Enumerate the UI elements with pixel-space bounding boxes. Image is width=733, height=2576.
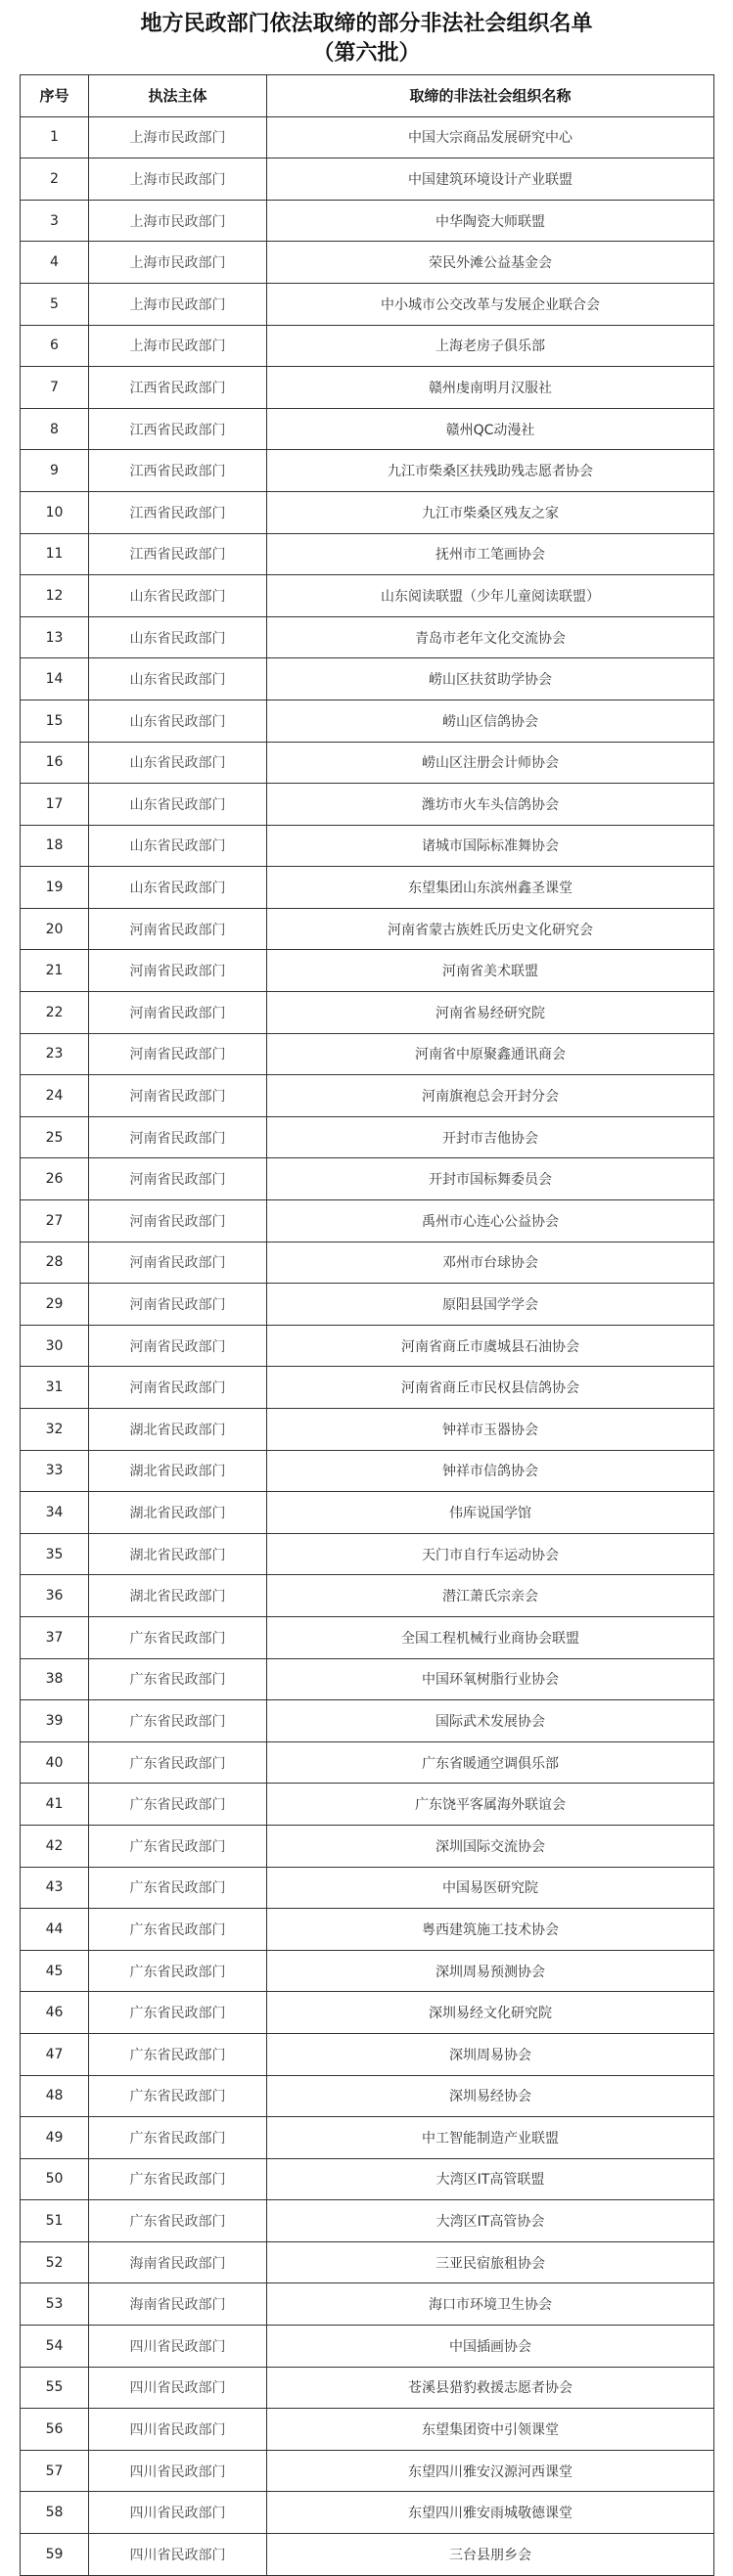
cell-organization-name: 大湾区IT高管协会 bbox=[267, 2200, 714, 2242]
cell-number: 51 bbox=[21, 2200, 89, 2242]
cell-enforcement-subject: 四川省民政部门 bbox=[89, 2326, 267, 2368]
cell-number: 12 bbox=[21, 575, 89, 617]
cell-organization-name: 三亚民宿旅租协会 bbox=[267, 2241, 714, 2283]
cell-number: 55 bbox=[21, 2367, 89, 2409]
cell-number: 32 bbox=[21, 1409, 89, 1451]
table-row bbox=[21, 1200, 714, 1243]
cell-organization-name: 东望集团资中引领课堂 bbox=[267, 2409, 714, 2451]
cell-organization-name: 国际武术发展协会 bbox=[267, 1700, 714, 1742]
cell-organization-name: 深圳易经文化研究院 bbox=[267, 1992, 714, 2034]
table-row bbox=[21, 1784, 714, 1826]
cell-organization-name: 九江市柴桑区扶残助残志愿者协会 bbox=[267, 450, 714, 492]
cell-enforcement-subject: 山东省民政部门 bbox=[89, 575, 267, 617]
cell-number: 28 bbox=[21, 1242, 89, 1284]
cell-organization-name: 伟库说国学馆 bbox=[267, 1492, 714, 1534]
cell-organization-name: 河南省商丘市虞城县石油协会 bbox=[267, 1325, 714, 1367]
table-row bbox=[21, 575, 714, 617]
cell-enforcement-subject: 江西省民政部门 bbox=[89, 491, 267, 533]
cell-organization-name: 崂山区信鸽协会 bbox=[267, 700, 714, 742]
table-row bbox=[21, 491, 714, 533]
table-row bbox=[21, 2283, 714, 2326]
table-row bbox=[21, 1575, 714, 1617]
cell-organization-name: 崂山区扶贫助学协会 bbox=[267, 658, 714, 700]
cell-organization-name: 中华陶瓷大师联盟 bbox=[267, 200, 714, 242]
cell-enforcement-subject: 河南省民政部门 bbox=[89, 908, 267, 950]
cell-organization-name: 中工智能制造产业联盟 bbox=[267, 2117, 714, 2159]
cell-number: 31 bbox=[21, 1367, 89, 1409]
table-row bbox=[21, 1450, 714, 1492]
cell-enforcement-subject: 河南省民政部门 bbox=[89, 1158, 267, 1200]
cell-organization-name: 天门市自行车运动协会 bbox=[267, 1533, 714, 1575]
document-title bbox=[0, 10, 733, 68]
table-row bbox=[21, 1242, 714, 1284]
cell-number: 52 bbox=[21, 2241, 89, 2283]
cell-enforcement-subject: 河南省民政部门 bbox=[89, 950, 267, 992]
header-organization-name: 取缔的非法社会组织名称 bbox=[267, 75, 714, 117]
cell-organization-name: 禹州市心连心公益协会 bbox=[267, 1200, 714, 1243]
cell-number: 29 bbox=[21, 1284, 89, 1326]
cell-enforcement-subject: 广东省民政部门 bbox=[89, 2033, 267, 2075]
cell-enforcement-subject: 广东省民政部门 bbox=[89, 1867, 267, 1909]
cell-number: 26 bbox=[21, 1158, 89, 1200]
cell-enforcement-subject: 上海市民政部门 bbox=[89, 242, 267, 284]
cell-number: 49 bbox=[21, 2117, 89, 2159]
table-row bbox=[21, 1367, 714, 1409]
cell-number: 5 bbox=[21, 283, 89, 325]
table-row bbox=[21, 700, 714, 742]
cell-number: 9 bbox=[21, 450, 89, 492]
cell-organization-name: 海口市环境卫生协会 bbox=[267, 2283, 714, 2326]
cell-enforcement-subject: 湖北省民政部门 bbox=[89, 1533, 267, 1575]
cell-enforcement-subject: 江西省民政部门 bbox=[89, 367, 267, 409]
cell-organization-name: 中国建筑环境设计产业联盟 bbox=[267, 158, 714, 201]
cell-number: 23 bbox=[21, 1033, 89, 1075]
table-row bbox=[21, 242, 714, 284]
cell-organization-name: 邓州市台球协会 bbox=[267, 1242, 714, 1284]
cell-organization-name: 开封市吉他协会 bbox=[267, 1116, 714, 1158]
cell-enforcement-subject: 河南省民政部门 bbox=[89, 1200, 267, 1243]
cell-number: 19 bbox=[21, 867, 89, 909]
cell-enforcement-subject: 江西省民政部门 bbox=[89, 533, 267, 575]
cell-number: 17 bbox=[21, 784, 89, 826]
cell-organization-name: 三台县朋乡会 bbox=[267, 2534, 714, 2576]
table-row bbox=[21, 784, 714, 826]
table-row bbox=[21, 616, 714, 658]
cell-enforcement-subject: 广东省民政部门 bbox=[89, 1825, 267, 1867]
cell-organization-name: 赣州QC动漫社 bbox=[267, 408, 714, 450]
table-row bbox=[21, 2200, 714, 2242]
cell-number: 41 bbox=[21, 1784, 89, 1826]
cell-enforcement-subject: 四川省民政部门 bbox=[89, 2367, 267, 2409]
cell-organization-name: 东望四川雅安雨城敬德课堂 bbox=[267, 2492, 714, 2534]
cell-number: 16 bbox=[21, 742, 89, 784]
table-row bbox=[21, 1492, 714, 1534]
cell-number: 57 bbox=[21, 2450, 89, 2492]
cell-organization-name: 潜江萧氏宗亲会 bbox=[267, 1575, 714, 1617]
table-row bbox=[21, 200, 714, 242]
cell-organization-name: 河南省美术联盟 bbox=[267, 950, 714, 992]
table-row bbox=[21, 2534, 714, 2576]
cell-enforcement-subject: 四川省民政部门 bbox=[89, 2409, 267, 2451]
cell-organization-name: 赣州虔南明月汉服社 bbox=[267, 367, 714, 409]
cell-organization-name: 中国环氧树脂行业协会 bbox=[267, 1658, 714, 1700]
table-row bbox=[21, 2075, 714, 2117]
table-row bbox=[21, 1075, 714, 1117]
cell-number: 44 bbox=[21, 1909, 89, 1951]
cell-enforcement-subject: 四川省民政部门 bbox=[89, 2534, 267, 2576]
cell-number: 45 bbox=[21, 1950, 89, 1992]
cell-number: 14 bbox=[21, 658, 89, 700]
cell-enforcement-subject: 河南省民政部门 bbox=[89, 1075, 267, 1117]
cell-organization-name: 河南省商丘市民权县信鸽协会 bbox=[267, 1367, 714, 1409]
cell-enforcement-subject: 山东省民政部门 bbox=[89, 742, 267, 784]
cell-organization-name: 深圳周易协会 bbox=[267, 2033, 714, 2075]
cell-enforcement-subject: 广东省民政部门 bbox=[89, 1992, 267, 2034]
cell-organization-name: 上海老房子俱乐部 bbox=[267, 325, 714, 367]
cell-number: 33 bbox=[21, 1450, 89, 1492]
cell-number: 59 bbox=[21, 2534, 89, 2576]
cell-enforcement-subject: 广东省民政部门 bbox=[89, 2158, 267, 2200]
table-row bbox=[21, 1950, 714, 1992]
cell-number: 22 bbox=[21, 992, 89, 1034]
cell-enforcement-subject: 河南省民政部门 bbox=[89, 1033, 267, 1075]
cell-enforcement-subject: 湖北省民政部门 bbox=[89, 1450, 267, 1492]
table-row bbox=[21, 2450, 714, 2492]
cell-number: 18 bbox=[21, 825, 89, 867]
cell-number: 11 bbox=[21, 533, 89, 575]
cell-enforcement-subject: 河南省民政部门 bbox=[89, 1325, 267, 1367]
table-row bbox=[21, 1158, 714, 1200]
cell-organization-name: 诸城市国际标准舞协会 bbox=[267, 825, 714, 867]
table-row bbox=[21, 2409, 714, 2451]
table-row bbox=[21, 2367, 714, 2409]
cell-enforcement-subject: 广东省民政部门 bbox=[89, 2075, 267, 2117]
cell-enforcement-subject: 广东省民政部门 bbox=[89, 1950, 267, 1992]
table-row bbox=[21, 2033, 714, 2075]
cell-enforcement-subject: 海南省民政部门 bbox=[89, 2241, 267, 2283]
table-body bbox=[21, 116, 714, 2575]
title-line-1: 地方民政部门依法取缔的部分非法社会组织名单 bbox=[140, 12, 593, 36]
cell-number: 46 bbox=[21, 1992, 89, 2034]
cell-organization-name: 中国插画协会 bbox=[267, 2326, 714, 2368]
cell-number: 21 bbox=[21, 950, 89, 992]
cell-organization-name: 青岛市老年文化交流协会 bbox=[267, 616, 714, 658]
table-row bbox=[21, 408, 714, 450]
cell-number: 15 bbox=[21, 700, 89, 742]
cell-number: 3 bbox=[21, 200, 89, 242]
cell-enforcement-subject: 上海市民政部门 bbox=[89, 325, 267, 367]
table-row bbox=[21, 1741, 714, 1784]
cell-organization-name: 原阳县国学学会 bbox=[267, 1284, 714, 1326]
table-row bbox=[21, 1700, 714, 1742]
cell-number: 25 bbox=[21, 1116, 89, 1158]
table-row bbox=[21, 2326, 714, 2368]
cell-enforcement-subject: 湖北省民政部门 bbox=[89, 1409, 267, 1451]
cell-number: 20 bbox=[21, 908, 89, 950]
cell-number: 6 bbox=[21, 325, 89, 367]
cell-number: 50 bbox=[21, 2158, 89, 2200]
table-row bbox=[21, 992, 714, 1034]
cell-number: 8 bbox=[21, 408, 89, 450]
table-row bbox=[21, 1992, 714, 2034]
cell-organization-name: 九江市柴桑区残友之家 bbox=[267, 491, 714, 533]
cell-enforcement-subject: 山东省民政部门 bbox=[89, 658, 267, 700]
table-header-row bbox=[21, 75, 714, 117]
cell-enforcement-subject: 四川省民政部门 bbox=[89, 2450, 267, 2492]
table-row bbox=[21, 450, 714, 492]
cell-enforcement-subject: 广东省民政部门 bbox=[89, 1784, 267, 1826]
table-row bbox=[21, 1616, 714, 1658]
cell-number: 53 bbox=[21, 2283, 89, 2326]
cell-enforcement-subject: 广东省民政部门 bbox=[89, 2117, 267, 2159]
cell-organization-name: 河南省中原聚鑫通讯商会 bbox=[267, 1033, 714, 1075]
cell-organization-name: 中国大宗商品发展研究中心 bbox=[267, 116, 714, 158]
cell-number: 42 bbox=[21, 1825, 89, 1867]
cell-number: 34 bbox=[21, 1492, 89, 1534]
table-row bbox=[21, 1325, 714, 1367]
cell-organization-name: 钟祥市玉器协会 bbox=[267, 1409, 714, 1451]
cell-enforcement-subject: 河南省民政部门 bbox=[89, 992, 267, 1034]
cell-number: 58 bbox=[21, 2492, 89, 2534]
cell-enforcement-subject: 山东省民政部门 bbox=[89, 700, 267, 742]
cell-organization-name: 苍溪县猎豹救援志愿者协会 bbox=[267, 2367, 714, 2409]
table-row bbox=[21, 2117, 714, 2159]
cell-enforcement-subject: 河南省民政部门 bbox=[89, 1367, 267, 1409]
cell-enforcement-subject: 广东省民政部门 bbox=[89, 1616, 267, 1658]
cell-enforcement-subject: 广东省民政部门 bbox=[89, 1658, 267, 1700]
table-row bbox=[21, 533, 714, 575]
cell-number: 27 bbox=[21, 1200, 89, 1243]
table-row bbox=[21, 1658, 714, 1700]
cell-enforcement-subject: 山东省民政部门 bbox=[89, 867, 267, 909]
cell-organization-name: 深圳易经协会 bbox=[267, 2075, 714, 2117]
cell-number: 40 bbox=[21, 1741, 89, 1784]
cell-organization-name: 深圳周易预测协会 bbox=[267, 1950, 714, 1992]
cell-number: 24 bbox=[21, 1075, 89, 1117]
cell-number: 37 bbox=[21, 1616, 89, 1658]
cell-organization-name: 崂山区注册会计师协会 bbox=[267, 742, 714, 784]
cell-organization-name: 大湾区IT高管联盟 bbox=[267, 2158, 714, 2200]
cell-organization-name: 全国工程机械行业商协会联盟 bbox=[267, 1616, 714, 1658]
table-row bbox=[21, 1533, 714, 1575]
cell-enforcement-subject: 上海市民政部门 bbox=[89, 158, 267, 201]
cell-number: 7 bbox=[21, 367, 89, 409]
cell-number: 1 bbox=[21, 116, 89, 158]
cell-enforcement-subject: 河南省民政部门 bbox=[89, 1242, 267, 1284]
cell-organization-name: 粤西建筑施工技术协会 bbox=[267, 1909, 714, 1951]
title-line-2: （第六批） bbox=[312, 41, 421, 66]
cell-number: 38 bbox=[21, 1658, 89, 1700]
header-number: 序号 bbox=[21, 75, 89, 117]
cell-organization-name: 开封市国标舞委员会 bbox=[267, 1158, 714, 1200]
table-row bbox=[21, 116, 714, 158]
table-row bbox=[21, 2241, 714, 2283]
organization-table bbox=[20, 74, 714, 2576]
cell-organization-name: 中国易医研究院 bbox=[267, 1867, 714, 1909]
cell-enforcement-subject: 上海市民政部门 bbox=[89, 116, 267, 158]
cell-number: 35 bbox=[21, 1533, 89, 1575]
cell-organization-name: 抚州市工笔画协会 bbox=[267, 533, 714, 575]
cell-enforcement-subject: 海南省民政部门 bbox=[89, 2283, 267, 2326]
table-row bbox=[21, 1867, 714, 1909]
cell-number: 2 bbox=[21, 158, 89, 201]
cell-enforcement-subject: 山东省民政部门 bbox=[89, 825, 267, 867]
table-row bbox=[21, 1284, 714, 1326]
cell-enforcement-subject: 湖北省民政部门 bbox=[89, 1492, 267, 1534]
cell-organization-name: 荣民外滩公益基金会 bbox=[267, 242, 714, 284]
cell-number: 43 bbox=[21, 1867, 89, 1909]
cell-organization-name: 河南省蒙古族姓氏历史文化研究会 bbox=[267, 908, 714, 950]
cell-organization-name: 广东饶平客属海外联谊会 bbox=[267, 1784, 714, 1826]
cell-number: 13 bbox=[21, 616, 89, 658]
table-row bbox=[21, 742, 714, 784]
table-row bbox=[21, 1116, 714, 1158]
cell-organization-name: 河南旗袍总会开封分会 bbox=[267, 1075, 714, 1117]
cell-enforcement-subject: 江西省民政部门 bbox=[89, 408, 267, 450]
table-row bbox=[21, 283, 714, 325]
table-row bbox=[21, 825, 714, 867]
cell-number: 4 bbox=[21, 242, 89, 284]
cell-enforcement-subject: 四川省民政部门 bbox=[89, 2492, 267, 2534]
table-row bbox=[21, 2158, 714, 2200]
table-row bbox=[21, 908, 714, 950]
cell-enforcement-subject: 广东省民政部门 bbox=[89, 1700, 267, 1742]
cell-organization-name: 钟祥市信鸽协会 bbox=[267, 1450, 714, 1492]
cell-number: 47 bbox=[21, 2033, 89, 2075]
table-row bbox=[21, 158, 714, 201]
cell-enforcement-subject: 河南省民政部门 bbox=[89, 1116, 267, 1158]
cell-enforcement-subject: 上海市民政部门 bbox=[89, 283, 267, 325]
cell-enforcement-subject: 湖北省民政部门 bbox=[89, 1575, 267, 1617]
cell-number: 36 bbox=[21, 1575, 89, 1617]
cell-number: 39 bbox=[21, 1700, 89, 1742]
cell-number: 56 bbox=[21, 2409, 89, 2451]
cell-enforcement-subject: 河南省民政部门 bbox=[89, 1284, 267, 1326]
cell-number: 48 bbox=[21, 2075, 89, 2117]
cell-enforcement-subject: 山东省民政部门 bbox=[89, 784, 267, 826]
cell-number: 10 bbox=[21, 491, 89, 533]
cell-organization-name: 河南省易经研究院 bbox=[267, 992, 714, 1034]
table-row bbox=[21, 950, 714, 992]
table-row bbox=[21, 2492, 714, 2534]
table-row bbox=[21, 1825, 714, 1867]
table-row bbox=[21, 1409, 714, 1451]
table-row bbox=[21, 658, 714, 700]
cell-organization-name: 山东阅读联盟（少年儿童阅读联盟） bbox=[267, 575, 714, 617]
table-row bbox=[21, 325, 714, 367]
cell-enforcement-subject: 江西省民政部门 bbox=[89, 450, 267, 492]
header-enforcement-subject: 执法主体 bbox=[89, 75, 267, 117]
cell-enforcement-subject: 广东省民政部门 bbox=[89, 1741, 267, 1784]
table-row bbox=[21, 1033, 714, 1075]
cell-organization-name: 中小城市公交改革与发展企业联合会 bbox=[267, 283, 714, 325]
table-row bbox=[21, 867, 714, 909]
cell-organization-name: 东望集团山东滨州鑫圣课堂 bbox=[267, 867, 714, 909]
cell-organization-name: 潍坊市火车头信鸽协会 bbox=[267, 784, 714, 826]
cell-enforcement-subject: 山东省民政部门 bbox=[89, 616, 267, 658]
cell-organization-name: 广东省暖通空调俱乐部 bbox=[267, 1741, 714, 1784]
table-row bbox=[21, 1909, 714, 1951]
cell-organization-name: 深圳国际交流协会 bbox=[267, 1825, 714, 1867]
cell-enforcement-subject: 上海市民政部门 bbox=[89, 200, 267, 242]
cell-enforcement-subject: 广东省民政部门 bbox=[89, 2200, 267, 2242]
cell-number: 54 bbox=[21, 2326, 89, 2368]
cell-organization-name: 东望四川雅安汉源河西课堂 bbox=[267, 2450, 714, 2492]
cell-enforcement-subject: 广东省民政部门 bbox=[89, 1909, 267, 1951]
cell-number: 30 bbox=[21, 1325, 89, 1367]
table-row bbox=[21, 367, 714, 409]
